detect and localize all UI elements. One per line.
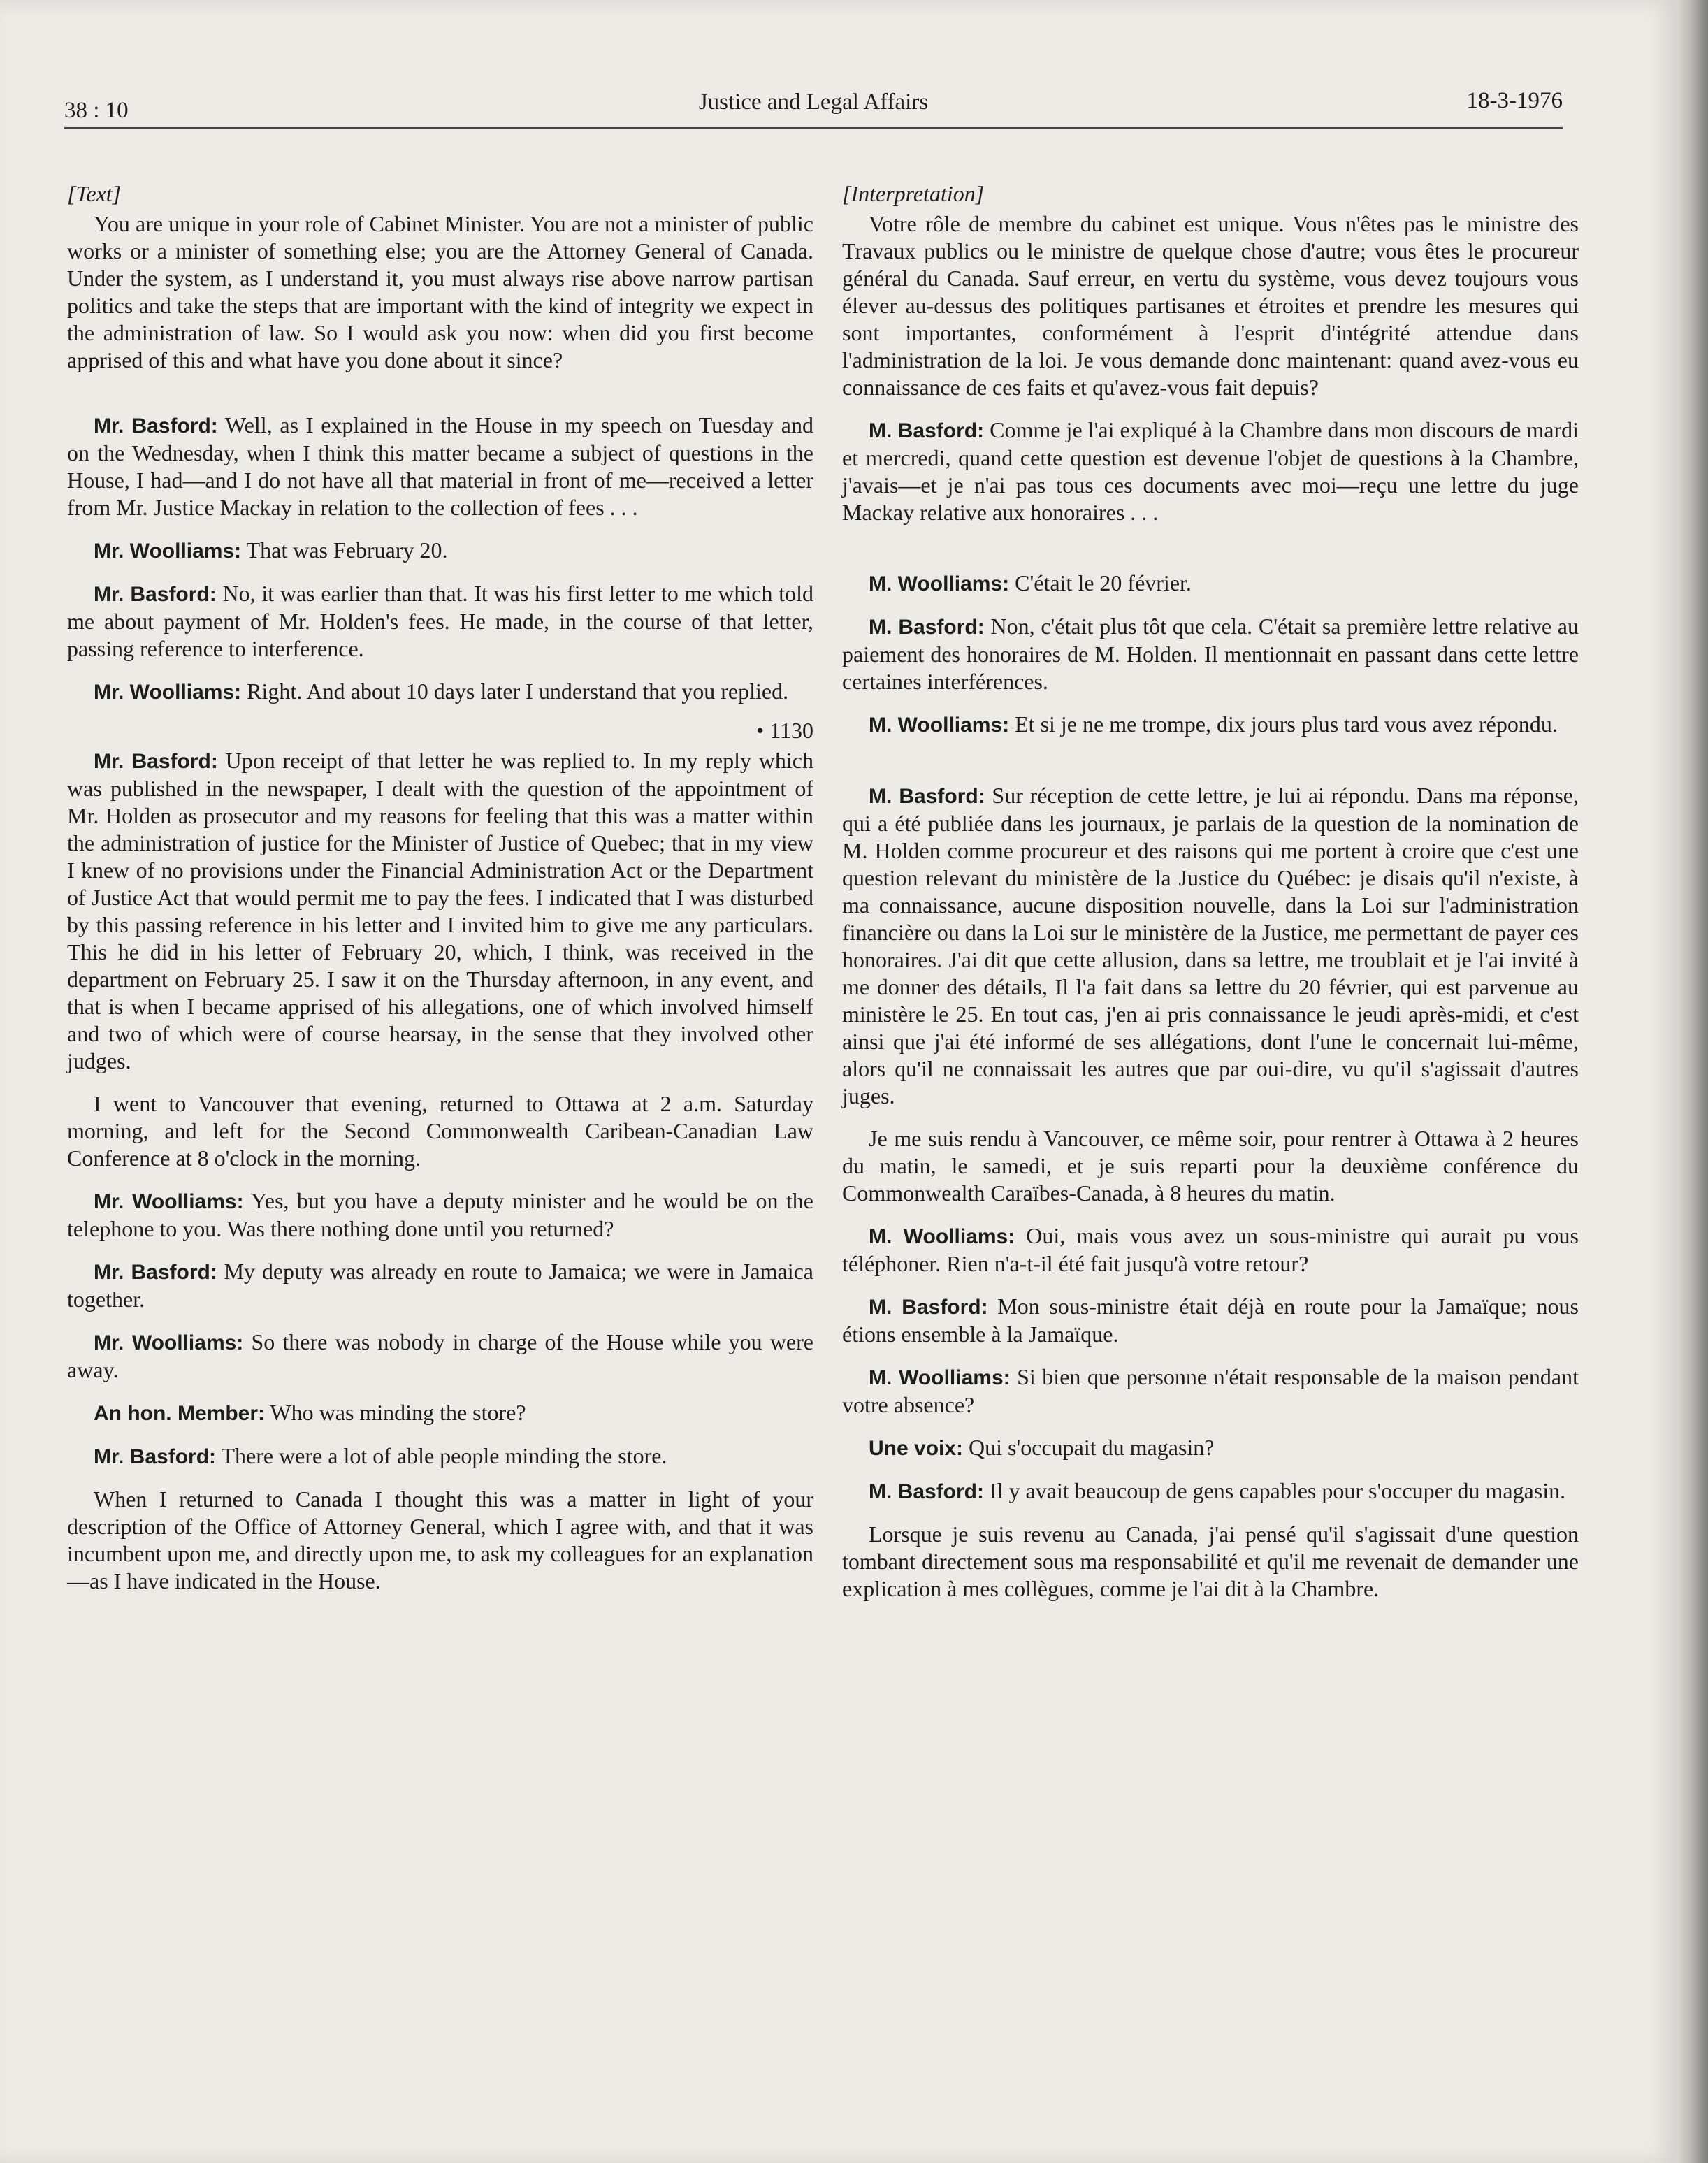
speaker: Mr. Basford: xyxy=(94,1445,217,1468)
speaker: M. Woolliams: xyxy=(869,1366,1011,1389)
speech: Mon sous-ministre était déjà en route pour la Jamaïque; nous étions ensemble à la Jamaïque. xyxy=(842,1294,1579,1347)
paragraph xyxy=(842,1293,1579,1348)
paragraph xyxy=(842,417,1579,526)
speaker: Mr. Basford: xyxy=(94,414,218,437)
interpretation-tag: [Interpretation] xyxy=(842,181,985,206)
speech: No, it was earlier than that. It was his first letter to me which told me about payment of Mr. Holden's fees. He made, in the course of that letter, passing reference to interference. xyxy=(67,581,813,661)
speaker: M. Basford: xyxy=(869,1296,988,1319)
paragraph xyxy=(842,570,1579,598)
english-column xyxy=(67,180,813,1610)
paragraph xyxy=(842,1477,1579,1505)
paragraph xyxy=(842,782,1579,1110)
speech: Right. And about 10 days later I understand that you replied. xyxy=(241,679,789,704)
speech: C'était le 20 février. xyxy=(1009,570,1192,595)
paragraph xyxy=(842,1222,1579,1278)
speaker: Mr. Woolliams: xyxy=(94,1190,244,1213)
paragraph xyxy=(842,711,1579,739)
speech: Well, as I explained in the House in my speech on Tuesday and on the Wednesday, when I think this matter became a subject of questions in the House, I had—and I do not have all that material in front of me—received a letter from Mr. Justice Mackay in relation to the collection of fees . . . xyxy=(67,412,813,520)
speaker: An hon. Member: xyxy=(94,1402,265,1425)
speech: Upon receipt of that letter he was replied to. In my reply which was published in the newspaper, I dealt with the question of the appointment of Mr. Holden as prosecutor and my reasons for feeling that this was a matter within the administration of justice for the Minister of Justice of Quebec; that in my view I knew of no provisions under the Financial Administration Act or the Department of Justice Act that would permit me to pay the fees. I indicated that I was disturbed by this passing reference in his letter and I invited him to give me any particulars. This he did in his letter of February 20, which, I think, was received in the department on February 25. I saw it on the Thursday afternoon, in any event, and that is when I became apprised of his allegations, one of which involved himself and two of which were of course hearsay, in the sense that they involved other judges. xyxy=(67,748,813,1073)
speaker: M. Woolliams: xyxy=(869,572,1010,595)
paragraph xyxy=(67,412,813,521)
speaker: Mr. Woolliams: xyxy=(94,681,242,704)
text-tag: [Text] xyxy=(67,181,122,206)
speaker: Mr. Basford: xyxy=(94,583,217,606)
speaker: M. Basford: xyxy=(869,1480,984,1503)
speaker: Mr. Basford: xyxy=(94,750,218,773)
paragraph: Lorsque je suis revenu au Canada, j'ai pensé qu'il s'agissait d'une question tombant directement sous ma responsabilité et qu'il me revenait de demander une explication à mes collègues, comme je l'ai dit à la Chambre. xyxy=(842,1521,1579,1601)
speech: Comme je l'ai expliqué à la Chambre dans mon discours de mardi et mercredi, quand cette question est devenue l'objet de questions à la Chambre, j'avais—et je n'ai pas tous ces documents avec moi—reçu une lettre du juge Mackay relative aux honoraires . . . xyxy=(842,417,1579,525)
page-date: 18-3-1976 xyxy=(1466,88,1563,113)
paragraph: When I returned to Canada I thought this was a matter in light of your description of the Office of Attorney General, which I agree with, and that it was incumbent upon me, and directly upon me, to ask my colleagues for an explanation—as I have indicated in the House. xyxy=(67,1486,813,1593)
speech: Et si je ne me trompe, dix jours plus tard vous avez répondu. xyxy=(1009,711,1558,737)
paragraph xyxy=(842,1434,1579,1462)
paragraph xyxy=(67,1399,813,1427)
speaker: M. Basford: xyxy=(869,616,985,639)
speaker: Mr. Woolliams: xyxy=(94,1331,244,1354)
paragraph xyxy=(67,678,813,706)
header-rule xyxy=(64,127,1563,129)
speech: So there was nobody in charge of the House while you were away. xyxy=(67,1329,813,1382)
speech: Who was minding the store? xyxy=(265,1400,526,1425)
paragraph: I went to Vancouver that evening, returned to Ottawa at 2 a.m. Saturday morning, and left for the Second Commonwealth Caribean-Canadian Law Conference at 8 o'clock in the morning. xyxy=(67,1091,813,1171)
speech: That was February 20. xyxy=(241,537,448,563)
french-column xyxy=(842,180,1579,1618)
paragraph xyxy=(67,1442,813,1470)
paragraph xyxy=(67,1329,813,1384)
paragraph xyxy=(67,747,813,1075)
paragraph xyxy=(67,580,813,663)
speech: Il y avait beaucoup de gens capables pour s'occuper du magasin. xyxy=(984,1478,1566,1503)
paragraph: You are unique in your role of Cabinet Minister. You are not a minister of public works or a minister of something else; you are the Attorney General of Canada. Under the system, as I understand it, you must always rise above narrow partisan politics and take the steps that are important with the kind of integrity we expect in the administration of law. So I would ask you now: when did you first become apprised of this and what have you done about it since? xyxy=(67,211,813,372)
speech: My deputy was already en route to Jamaica; we were in Jamaica together. xyxy=(67,1259,813,1312)
paragraph xyxy=(842,1363,1579,1419)
paragraph xyxy=(67,537,813,565)
speaker: Mr. Woolliams: xyxy=(94,540,242,563)
page-title: Justice and Legal Affairs xyxy=(698,89,929,115)
speech: Sur réception de cette lettre, je lui ai répondu. Dans ma réponse, qui a été publiée dans les journaux, je parlais de la question de la nomination de M. Holden comme procureur et des raisons qui me portent à croire que c'est une question relevant du ministère de la Justice du Québec: je disais qu'il n'existe, à ma connaissance, aucune disposition nouvelle, dans la Loi sur l'administration financière ou dans la Loi sur le ministère de la Justice, me permettant de payer ces honoraires. J'ai dit que cette allusion, dans sa lettre, me troublait et je l'ai invité à me donner des détails, Il l'a fait dans sa lettre du 20 février, qui est parvenue au ministère le 25. En tout cas, j'en ai pris connaissance le jeudi après-midi, et c'est ainsi que j'ai été informé de ses allégations, dont l'une le concernait lui-même, alors qu'il ne connaissait les autres que par oui-dire, vu qu'il s'agissait d'autres juges. xyxy=(842,783,1579,1108)
speaker: Une voix: xyxy=(869,1437,964,1460)
paragraph: Je me suis rendu à Vancouver, ce même soir, pour rentrer à Ottawa à 2 heures du matin, le samedi, et je suis reparti pour la deuxième conférence du Commonwealth Caraïbes-Canada, à 8 heures du matin. xyxy=(842,1126,1579,1206)
speech: Yes, but you have a deputy minister and he would be on the telephone to you. Was there nothing done until you returned? xyxy=(67,1188,813,1241)
paragraph xyxy=(842,613,1579,695)
page-number: 38 : 10 xyxy=(64,98,129,123)
speech: Qui s'occupait du magasin? xyxy=(963,1435,1215,1460)
speech: There were a lot of able people minding the store. xyxy=(216,1443,667,1468)
speech: Non, c'était plus tôt que cela. C'était sa première lettre relative au paiement des honoraires de M. Holden. Il mentionnait en passant dans cette lettre certaines interférences. xyxy=(842,614,1579,694)
paragraph xyxy=(67,1258,813,1313)
speaker: M. Basford: xyxy=(869,785,985,808)
speaker: M. Woolliams: xyxy=(869,1225,1015,1248)
speaker: M. Woolliams: xyxy=(869,714,1010,737)
time-marker: • 1130 xyxy=(755,718,813,743)
paragraph: Votre rôle de membre du cabinet est unique. Vous n'êtes pas le ministre des Travaux publics ou le ministre de quelque chose d'autre; vous êtes le procureur général du Canada. Sauf erreur, en vertu du système, vous devez toujours vous élever au-dessus des politiques partisanes et étroites et prendre les mesures qui sont importantes, conformément à l'esprit d'intégrité attendue dans l'administration de la loi. Je vous demande donc maintenant: quand avez-vous eu connaissance de ces faits et qu'avez-vous fait depuis? xyxy=(842,211,1579,400)
page-header xyxy=(64,88,1563,130)
speaker: M. Basford: xyxy=(869,419,985,442)
page-edge xyxy=(1677,0,1708,2163)
speech: Si bien que personne n'était responsable de la maison pendant votre absence? xyxy=(842,1364,1579,1417)
paragraph xyxy=(67,1187,813,1243)
speech: Oui, mais vous avez un sous-ministre qui aurait pu vous téléphoner. Rien n'a-t-il été fait jusqu'à votre retour? xyxy=(842,1223,1579,1276)
speaker: Mr. Basford: xyxy=(94,1261,217,1284)
